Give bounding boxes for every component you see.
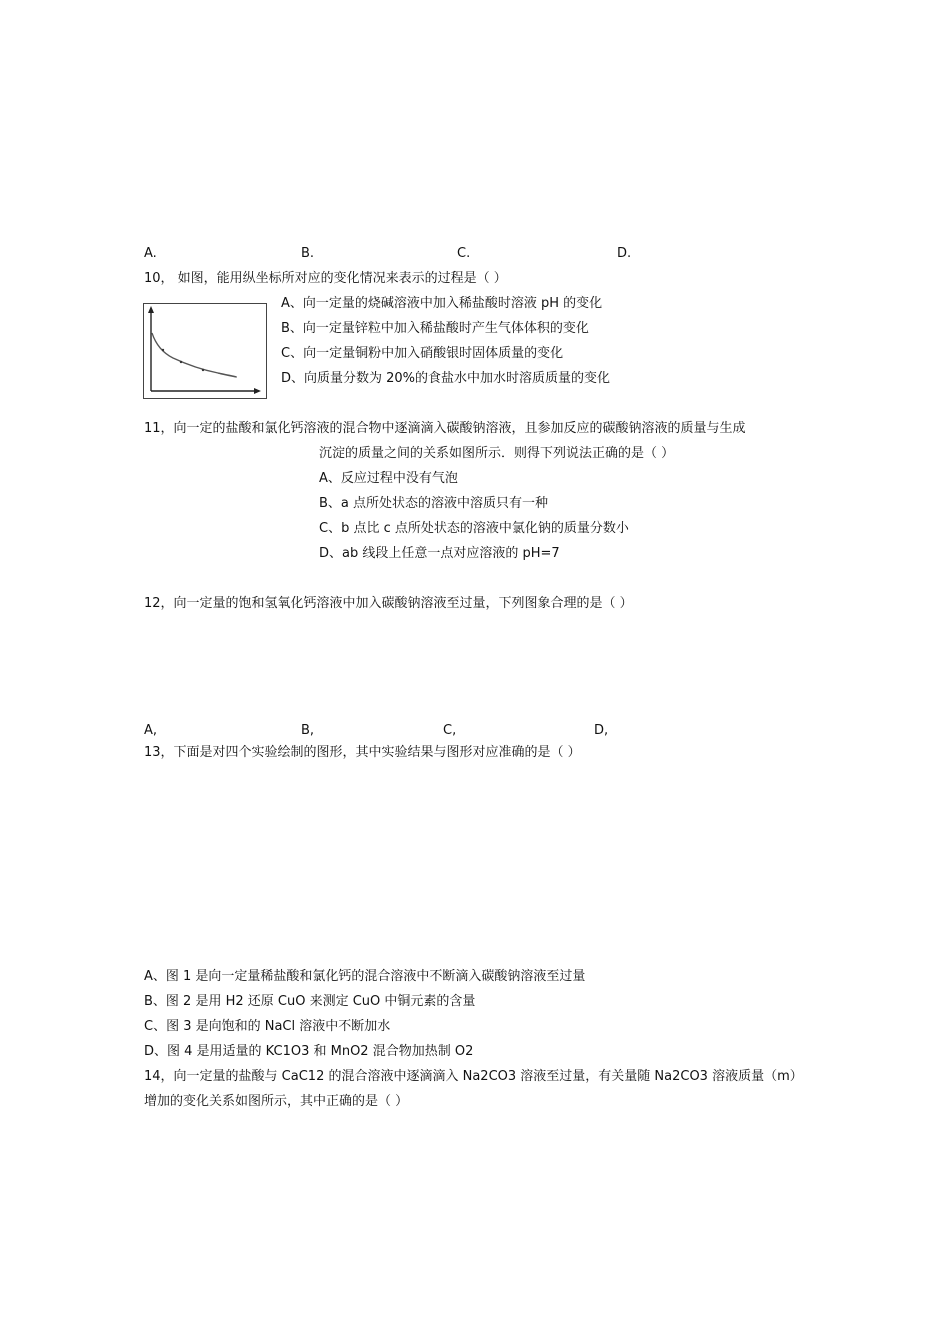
q10-graph — [143, 303, 267, 399]
q13-option-c: C、图 3 是向饱和的 NaCl 溶液中不断加水 — [144, 1019, 391, 1034]
q11-stem-line1: 11，向一定的盐酸和氯化钙溶液的混合物中逐滴滴入碳酸钠溶液，且参加反应的碳酸钠溶液的质量与生成 — [144, 421, 746, 436]
q11-option-d: D、ab 线段上任意一点对应溶液的 pH=7 — [319, 546, 560, 561]
q12-option-c: C, — [443, 723, 457, 738]
q14-stem-line1: 14，向一定量的盐酸与 CaC12 的混合溶液中逐滴滴入 Na2CO3 溶液至过量，有关量随 Na2CO3 溶液质量（m） — [144, 1069, 803, 1084]
point — [162, 349, 164, 351]
q13-option-a: A、图 1 是向一定量稀盐酸和氯化钙的混合溶液中不断滴入碳酸钠溶液至过量 — [144, 969, 586, 984]
q10-option-d: D、向质量分数为 20%的食盐水中加水时溶质质量的变化 — [281, 371, 611, 386]
point — [180, 361, 182, 363]
q12-option-d: D, — [594, 723, 609, 738]
x-axis-arrow — [254, 388, 261, 394]
q12-option-a: A, — [144, 723, 158, 738]
q11-stem-line2: 沉淀的质量之间的关系如图所示．则得下列说法正确的是（ ） — [319, 446, 675, 461]
q14-stem-line2: 增加的变化关系如图所示，其中正确的是（ ） — [144, 1094, 409, 1109]
q12-stem: 12，向一定量的饱和氢氧化钙溶液中加入碳酸钠溶液至过量，下列图象合理的是（ ） — [144, 596, 633, 611]
decay-curve-tail — [218, 373, 236, 377]
y-axis-arrow — [148, 306, 154, 313]
q10-stem: 10， 如图，能用纵坐标所对应的变化情况来表示的过程是（ ） — [144, 271, 507, 286]
q9-option-c: C. — [457, 246, 471, 261]
decay-curve — [152, 333, 236, 377]
q13-option-b: B、图 2 是用 H2 还原 CuO 来测定 CuO 中铜元素的含量 — [144, 994, 476, 1009]
q12-option-b: B, — [301, 723, 315, 738]
q13-option-d: D、图 4 是用适量的 KC1O3 和 MnO2 混合物加热制 O2 — [144, 1044, 474, 1059]
q13-stem: 13，下面是对四个实验绘制的图形，其中实验结果与图形对应准确的是（ ） — [144, 745, 581, 760]
q9-option-a: A. — [144, 246, 157, 261]
q11-option-b: B、a 点所处状态的溶液中溶质只有一种 — [319, 496, 549, 511]
q9-option-b: B. — [301, 246, 315, 261]
q10-option-a: A、向一定量的烧碱溶液中加入稀盐酸时溶液 pH 的变化 — [281, 296, 603, 311]
q10-option-b: B、向一定量锌粒中加入稀盐酸时产生气体体积的变化 — [281, 321, 589, 336]
q9-option-d: D. — [617, 246, 632, 261]
q10-option-c: C、向一定量铜粉中加入硝酸银时固体质量的变化 — [281, 346, 564, 361]
q11-option-c: C、b 点比 c 点所处状态的溶液中氯化钠的质量分数小 — [319, 521, 629, 536]
q11-option-a: A、反应过程中没有气泡 — [319, 471, 458, 486]
graph-frame — [144, 304, 267, 399]
point — [202, 369, 204, 371]
